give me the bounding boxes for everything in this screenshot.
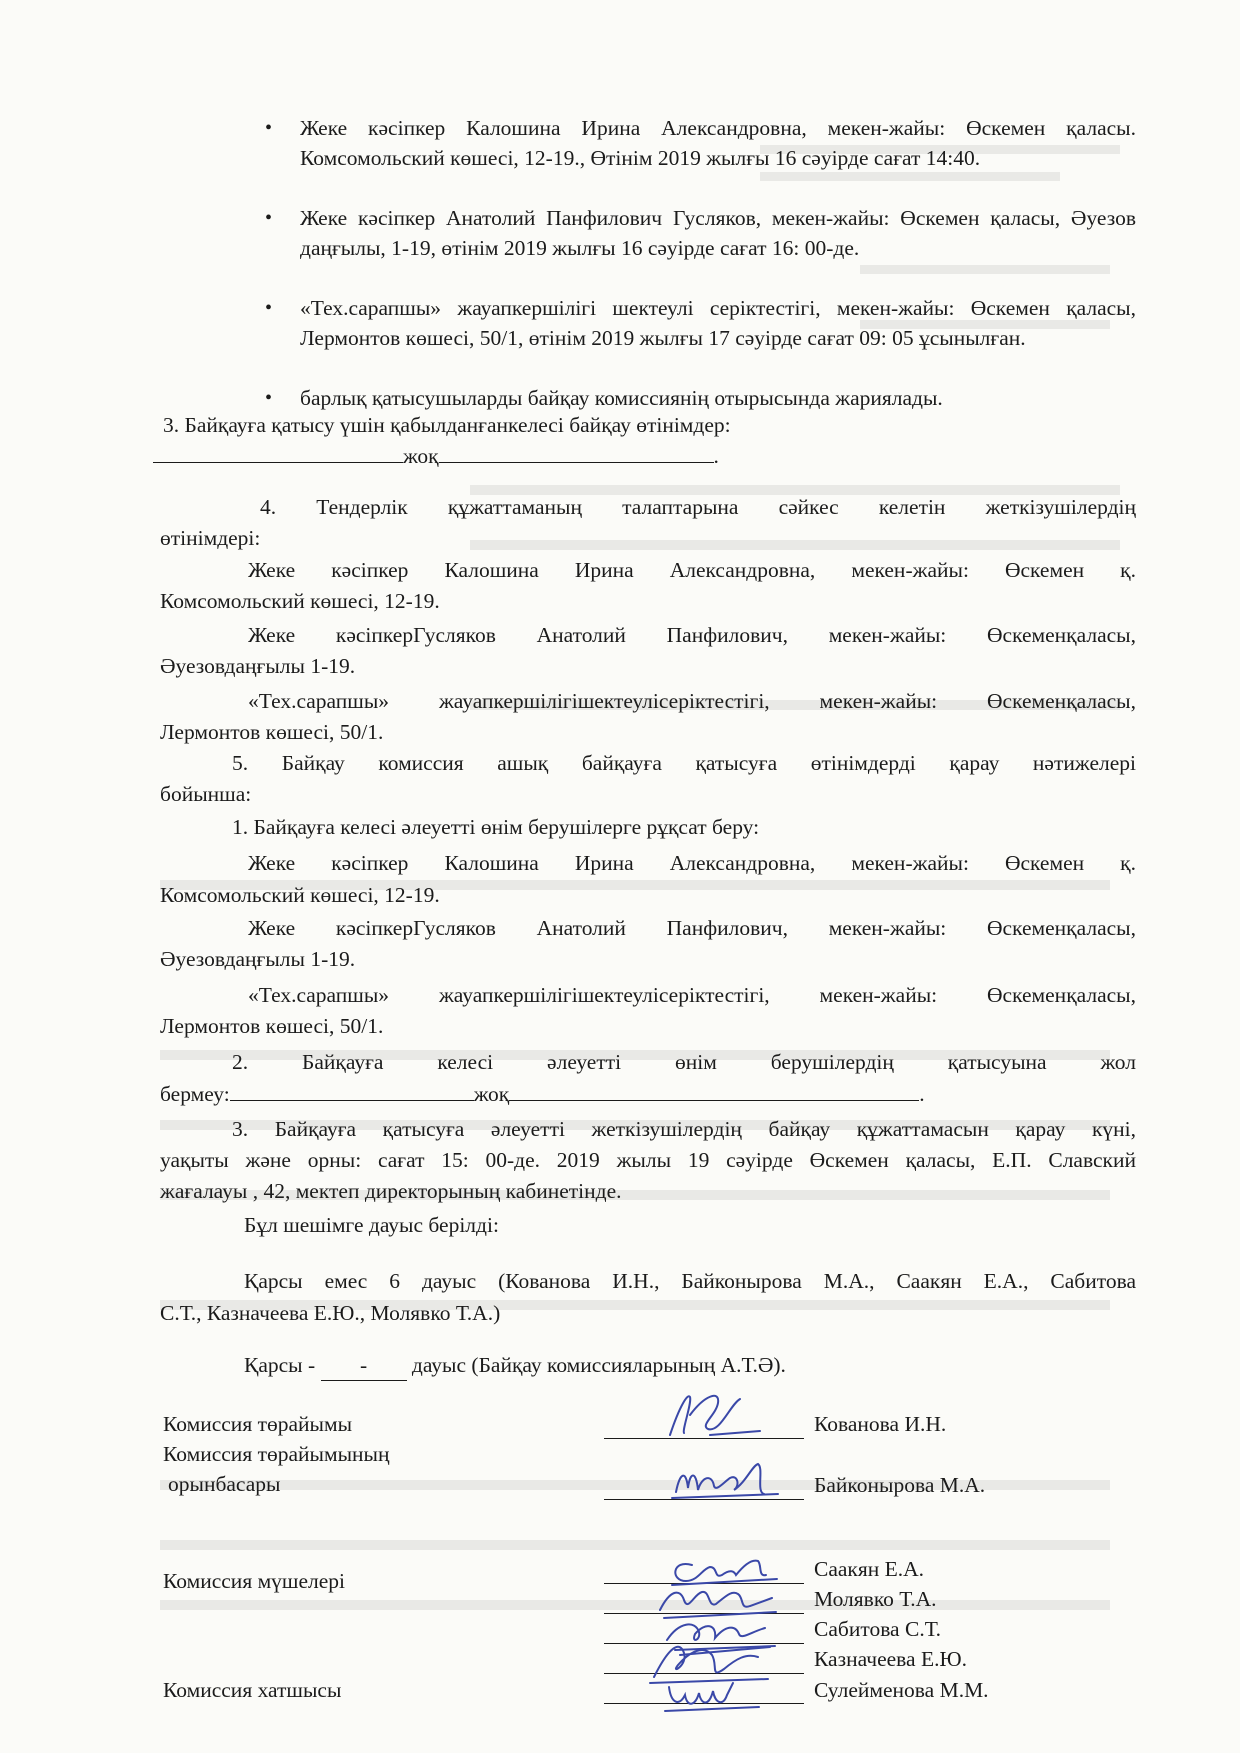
section-5-sub-2-value-line: бермеу: жоқ . [160, 1078, 960, 1109]
secretary-signature [655, 1673, 765, 1718]
vote-against: Қарсы - - дауыс (Байқау комиссияларының А.Т.Ә). [244, 1350, 1044, 1381]
vote-against-value: - [321, 1350, 407, 1381]
admitted-3-cont: Лермонтов көшесі, 50/1. [160, 1014, 384, 1038]
deputy-label: Комиссия төрайымының [163, 1442, 390, 1466]
admitted-1: Жеке кәсіпкер Калошина Ирина Александровна, мекен-жайы: Өскемен қ. [248, 851, 1136, 875]
section-5-sub-3-cont: уақыты және орны: сағат 15: 00-де. 2019 жылы 19 сәуірде Өскемен қаласы, Е.П. Славский [160, 1148, 1136, 1172]
section-5-title: 5. Байқау комиссия ашық байқауға қатысуға өтінімдерді қарау нәтижелері [232, 751, 1136, 775]
section-5-sub-3: 3. Байқауға қатысуға әлеуетті жеткізушілердің байқау құжаттамасын қарау күні, [232, 1117, 1136, 1141]
supplier-3: «Тех.сарапшы» жауапкершілігішектеулісеріктестігі, мекен-жайы: Өскеменқаласы, [248, 689, 1136, 713]
member-name: Казначеева Е.Ю. [814, 1647, 967, 1671]
admitted-2-cont: Әуезовдаңғылы 1-19. [160, 947, 356, 971]
chair-name: Кованова И.Н. [814, 1412, 947, 1436]
section-5-sub-1: 1. Байқауға келесі әлеуетті өнім берушілерге рұқсат беру: [232, 815, 760, 839]
section-5-sub-3-cont-2: жағалауы , 42, мектеп директорының кабинетінде. [160, 1179, 622, 1203]
deputy-label-cont: орынбасары [168, 1472, 281, 1496]
section-3-title: 3. Байқауға қатысу үшін қабылданғанкелесі байқау өтінімдер: [163, 413, 731, 437]
supplier-2: Жеке кәсіпкерГусляков Анатолий Панфилович, мекен-жайы: Өскеменқаласы, [248, 623, 1136, 647]
list-item: • «Тех.сарапшы» жауапкершілігі шектеулі серіктестігі, мекен-жайы: Өскемен қаласы, Лермонтов көшесі, 50/1, өтінім 2019 жылғы 17 сәуірде сағат 09: 05 ұсынылған. [300, 293, 1136, 383]
admitted-1-cont: Комсомольский көшесі, 12-19. [160, 883, 440, 907]
admitted-2: Жеке кәсіпкерГусляков Анатолий Панфилович, мекен-жайы: Өскеменқаласы, [248, 916, 1136, 940]
member-name: Молявко Т.А. [814, 1587, 937, 1611]
applicants-bullet-list [300, 113, 1136, 413]
list-item: • Жеке кәсіпкер Анатолий Панфилович Гусляков, мекен-жайы: Өскемен қаласы, Әуезов даңғылы, 1-19, өтінім 2019 жылғы 16 сәуірде сағат 16: 00-де. [300, 203, 1136, 293]
member-name: Саакян Е.А. [814, 1557, 925, 1581]
vote-for: Қарсы емес 6 дауыс (Кованова И.Н., Байконырова М.А., Саакян Е.А., Сабитова [244, 1269, 1136, 1293]
section-3-value: жоқ [403, 444, 439, 468]
vote-for-cont: С.Т., Казначеева Е.Ю., Молявко Т.А.) [160, 1301, 501, 1325]
deputy-signature [668, 1452, 788, 1507]
members-label: Комиссия мүшелері [163, 1569, 346, 1593]
supplier-2-cont: Әуезовдаңғылы 1-19. [160, 654, 356, 678]
chair-signature [660, 1385, 770, 1445]
vote-intro: Бұл шешімге дауыс берілді: [244, 1213, 499, 1237]
supplier-1-cont: Комсомольский көшесі, 12-19. [160, 589, 440, 613]
secretary-name: Сулейменова М.М. [814, 1678, 989, 1702]
section-5-sub-2: 2. Байқауға келесі әлеуетті өнім берушілердің қатысуына жол [232, 1050, 1136, 1074]
list-item: • барлық қатысушыларды байқау комиссиянің отырысында жариялады. [300, 383, 1136, 413]
section-3-value-line: жоқ . [153, 440, 753, 471]
deputy-name: Байконырова М.А. [814, 1473, 986, 1497]
section-5-sub-2-value: жоқ [473, 1082, 510, 1106]
chair-label: Комиссия төрайымы [163, 1412, 353, 1436]
section-4-title: 4. Тендерлік құжаттаманың талаптарына сәйкес келетін жеткізушілердің [260, 495, 1136, 519]
secretary-label: Комиссия хатшысы [163, 1678, 342, 1702]
list-item: • Жеке кәсіпкер Калошина Ирина Александровна, мекен-жайы: Өскемен қаласы. Комсомольский көшесі, 12-19., Өтінім 2019 жылғы 16 сәуірде сағат 14:40. [300, 113, 1136, 203]
section-4-title-cont: өтінімдері: [160, 526, 261, 550]
admitted-3: «Тех.сарапшы» жауапкершілігішектеулісеріктестігі, мекен-жайы: Өскеменқаласы, [248, 983, 1136, 1007]
section-5-title-cont: бойынша: [160, 782, 252, 806]
member-name: Сабитова С.Т. [814, 1617, 942, 1641]
supplier-1: Жеке кәсіпкер Калошина Ирина Александровна, мекен-жайы: Өскемен қ. [248, 558, 1136, 582]
supplier-3-cont: Лермонтов көшесі, 50/1. [160, 720, 384, 744]
